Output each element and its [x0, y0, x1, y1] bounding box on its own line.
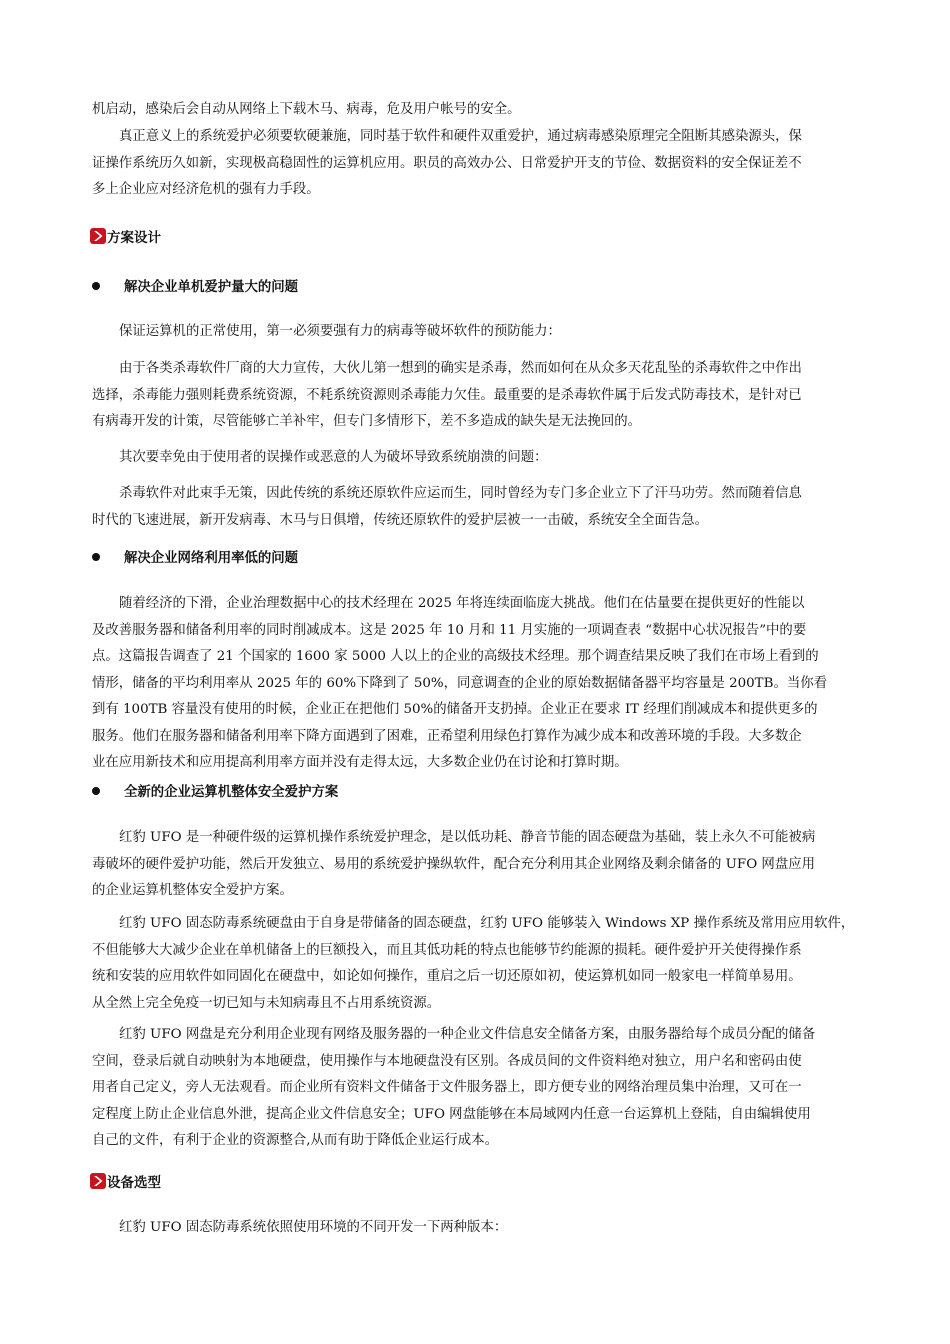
paragraph: 随着经济的下滑，企业治理数据中心的技术经理在 2025 年将连续面临庞大挑战。他们在估量要在提供更好的性能以 及改善服务器和储备利用率的同时削减成本。这是 2025 年 10 月和 11 月实施的一项调查表 “数据中心状况报告”中的要 点。这篇报告调查了 21 个国家的 1600 家 5000 人以上的企业的高级技术经理。那个调查结果反映了我们在市场上看到的 情形，储备的平均利用率从 2025 年的 60%下降到了 50%，同意调查的企业的原始数据储备器平均容量是 200TB。当你看 到有 100TB 容量没有使用的时候，企业正在把他们 50%的储备开支扔掉。企业正在要求 IT 经理们削减成本和提供更多的 服务。他们在服务器和储备利用率下降方面遇到了困难，正希望利用绿色打算作为减少成本和改善环境的手段。大多数企 业在应用新技术和应用提高利用率方面并没有走得太远，大多数企业仍在讨论和打算时期。 — [92, 596, 828, 770]
bullet-dot-icon — [92, 282, 100, 290]
bullet-dot-icon — [92, 787, 100, 795]
paragraph: 由于各类杀毒软件厂商的大力宣传，大伙儿第一想到的确实是杀毒，然而如何在从众多天花乱坠的杀毒软件之中作出 选择，杀毒能力强则耗费系统资源，不耗系统资源则杀毒能力欠佳。最重要的是杀毒软件属于后发式防毒技术，是针对已 有病毒开发的计策，尽管能够亡羊补牢，但专门多情形下，差不多造成的缺失是无法挽回的。 — [92, 361, 802, 429]
paragraph: 红豹 UFO 固态防毒系统硬盘由于自身是带储备的固态硬盘，红豹 UFO 能够装入 Windows XP 操作系统及常用应用软件， 不但能够大大减少企业在单机储备上的巨额投入，而且其低功耗的特点也能够节约能源的损耗。硬件爱护开关使得操作系 统和安装的应用软件如同固化在硬盘中，如论如何操作，重启之后一切还原如初，使运算机如同一般家电一样简单易用。 从全然上完全免疫一切已知与未知病毒且不占用系统资源。 — [92, 916, 855, 1011]
bullet-title: 全新的企业运算机整体安全爱护方案 — [124, 785, 339, 800]
paragraph: 保证运算机的正常使用，第一必须要强有力的病毒等破坏软件的预防能力： — [119, 324, 561, 339]
bullet-dot-icon — [92, 553, 100, 561]
paragraph: 红豹 UFO 是一种硬件级的运算机操作系统爱护理念，是以低功耗、静音节能的固态硬盘为基础，装上永久不可能被病 毒破坏的硬件爱护功能，然后开发独立、易用的系统爱护操纵软件，配合充分利用其企业网络及剩余储备的 UFO 网盘应用 的企业运算机整体安全爱护方案。 — [92, 830, 816, 898]
paragraph: 红豹 UFO 网盘是充分利用企业现有网络及服务器的一种企业文件信息安全储备方案，由服务器给每个成员分配的储备 空间，登录后就自动映射为本地硬盘，使用操作与本地硬盘没有区别。各成员间的文件资料绝对独立，用户名和密码由使 用者自己定义，旁人无法观看。而企业所有资料文件储备于文件服务器上，即方便专业的网络治理员集中治理，又可在一 定程度上防止企业信息外泄，提高企业文件信息安全；UFO 网盘能够在本局域网内任意一台运算机上登陆，自由编辑使用 自己的文件，有利于企业的资源整合,从而有助于降低企业运行成本。 — [92, 1027, 816, 1148]
section-title: 设备选型 — [107, 1175, 161, 1191]
paragraph: 红豹 UFO 固态防毒系统依照使用环境的不同开发一下两种版本： — [119, 1220, 508, 1235]
arrow-badge-icon — [90, 228, 106, 244]
bullet-title: 解决企业单机爱护量大的问题 — [124, 280, 299, 295]
bullet-heading-security-solution — [92, 781, 338, 800]
section-title: 方案设计 — [107, 230, 161, 246]
bullet-heading-single-machine — [92, 276, 298, 295]
bullet-title: 解决企业网络利用率低的问题 — [124, 551, 299, 566]
section-heading-plan-design — [90, 226, 161, 246]
section-heading-equipment-selection — [90, 1171, 161, 1191]
arrow-badge-icon — [90, 1173, 106, 1189]
paragraph: 杀毒软件对此束手无策，因此传统的系统还原软件应运而生，同时曾经为专门多企业立下了汗马功劳。然而随着信息 时代的飞速进展，新开发病毒、木马与日俱增，传统还原软件的爱护层被一一击破，系统安全全面告急。 — [92, 486, 802, 528]
paragraph: 其次要幸免由于使用者的误操作或恶意的人为破坏导致系统崩溃的问题： — [119, 450, 548, 465]
intro-line: 机启动，感染后会自动从网络上下载木马、病毒，危及用户帐号的安全。 — [92, 102, 521, 117]
bullet-heading-network-utilization — [92, 547, 298, 566]
intro-paragraph: 真正意义上的系统爱护必须要软硬兼施，同时基于软件和硬件双重爱护，通过病毒感染原理完全阻断其感染源头，保 证操作系统历久如新，实现极高稳固性的运算机应用。职员的高效办公、日常爱护开支的节俭、数据资料的安全保证差不 多上企业应对经济危机的强有力手段。 — [92, 129, 802, 197]
